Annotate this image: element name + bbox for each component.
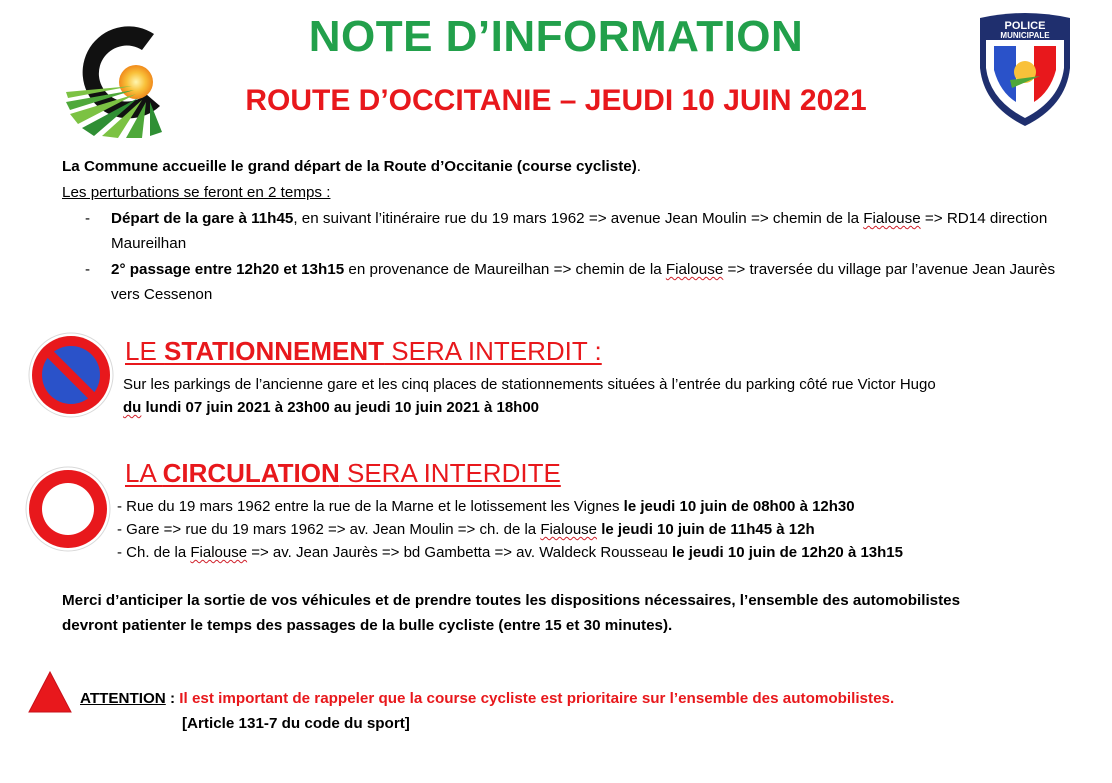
- badge-line2: MUNICIPALE: [1000, 31, 1050, 40]
- traffic-row-bold: le jeudi 10 juin de 08h00 à 12h30: [623, 498, 855, 515]
- parking-heading-a: LE: [125, 336, 165, 366]
- intro-line-1-text: La Commune accueille le grand départ de la Route d’Occitanie (course cycliste): [62, 158, 637, 175]
- list-dash: -: [85, 261, 91, 278]
- traffic-row-text-b: => av. Jean Jaurès => bd Gambetta => av. Waldeck Rousseau: [247, 544, 673, 561]
- item-text-b: => RD14 direction Maureilhan: [111, 210, 1048, 252]
- item-text-a: , en suivant l’itinéraire rue du 19 mars 1962 => avenue Jean Moulin => chemin de la: [293, 210, 864, 227]
- attention-line: [80, 686, 894, 711]
- traffic-row-squig: Fialouse: [540, 521, 598, 538]
- traffic-heading-b: SERA INTERDITE: [339, 458, 561, 488]
- traffic-row: [117, 519, 815, 541]
- attention-article: [Article 131-7 du code du sport]: [182, 715, 410, 732]
- parking-line-1: Sur les parkings de l’ancienne gare et les cinq places de stationnements situées à l’entrée du parking côté rue Victor Hugo: [123, 376, 936, 393]
- item-text-b: => traversée du village par l’avenue Jean Jaurès vers Cessenon: [111, 261, 1056, 303]
- warning-triangle-icon: [27, 670, 73, 714]
- attention-label: ATTENTION: [80, 690, 166, 707]
- attention-text: Il est important de rappeler que la course cycliste est prioritaire sur l’ensemble des automobilistes.: [175, 690, 895, 707]
- traffic-row-text-a: - Ch. de la: [117, 544, 191, 561]
- list-dash: -: [85, 210, 91, 227]
- traffic-row: [117, 542, 903, 564]
- intro-line-1-end: .: [636, 158, 642, 175]
- list-item-text: [111, 206, 1071, 256]
- page-subtitle: ROUTE D’OCCITANIE – JEUDI 10 JUIN 2021: [245, 84, 867, 117]
- intro-line-1: [62, 154, 1062, 179]
- list-item-text: [111, 257, 1071, 307]
- parking-heading-b: SERA INTERDIT :: [384, 336, 602, 366]
- item-squig: Fialouse: [665, 261, 724, 278]
- traffic-row-text-a: - Gare => rue du 19 mars 1962 => av. Jean Moulin => ch. de la: [117, 521, 541, 538]
- parking-line-2-squig: du: [123, 399, 142, 416]
- parking-heading: [125, 336, 602, 367]
- parking-heading-bold: STATIONNEMENT: [164, 336, 385, 366]
- no-traffic-sign-icon: [24, 465, 112, 553]
- badge-line1: POLICE: [1004, 20, 1046, 32]
- item-bold: Départ de la gare à 11h45: [111, 210, 294, 227]
- parking-line-2-rest: lundi 07 juin 2021 à 23h00 au jeudi 10 juin 2021 à 18h00: [141, 399, 540, 416]
- page-title: NOTE D’INFORMATION: [308, 12, 804, 61]
- no-parking-sign-icon: [27, 331, 115, 419]
- closing-line-1: Merci d’anticiper la sortie de vos véhicules et de prendre toutes les dispositions nécessaires, l’ensemble des automobilistes: [62, 592, 961, 609]
- traffic-row-bold: le jeudi 10 juin de 11h45 à 12h: [601, 521, 815, 538]
- traffic-row-squig: Fialouse: [190, 544, 248, 561]
- item-text-a: en provenance de Maureilhan => chemin de la: [344, 261, 666, 278]
- traffic-heading: [125, 458, 561, 489]
- closing-line-2: devront patienter le temps des passages de la bulle cycliste (entre 15 et 30 minutes).: [62, 617, 673, 634]
- traffic-heading-a: LA: [125, 458, 163, 488]
- traffic-row-bold: le jeudi 10 juin de 12h20 à 13h15: [672, 544, 903, 561]
- traffic-heading-bold: CIRCULATION: [162, 458, 340, 488]
- traffic-row-text-a: - Rue du 19 mars 1962 entre la rue de la Marne et le lotissement les Vignes: [117, 498, 624, 515]
- traffic-row: [117, 496, 855, 518]
- item-squig: Fialouse: [863, 210, 921, 227]
- item-bold: 2° passage entre 12h20 et 13h15: [111, 261, 345, 278]
- intro-line-2: Les perturbations se feront en 2 temps :: [62, 184, 331, 201]
- attention-colon: :: [165, 690, 176, 707]
- parking-line-2: [123, 397, 539, 419]
